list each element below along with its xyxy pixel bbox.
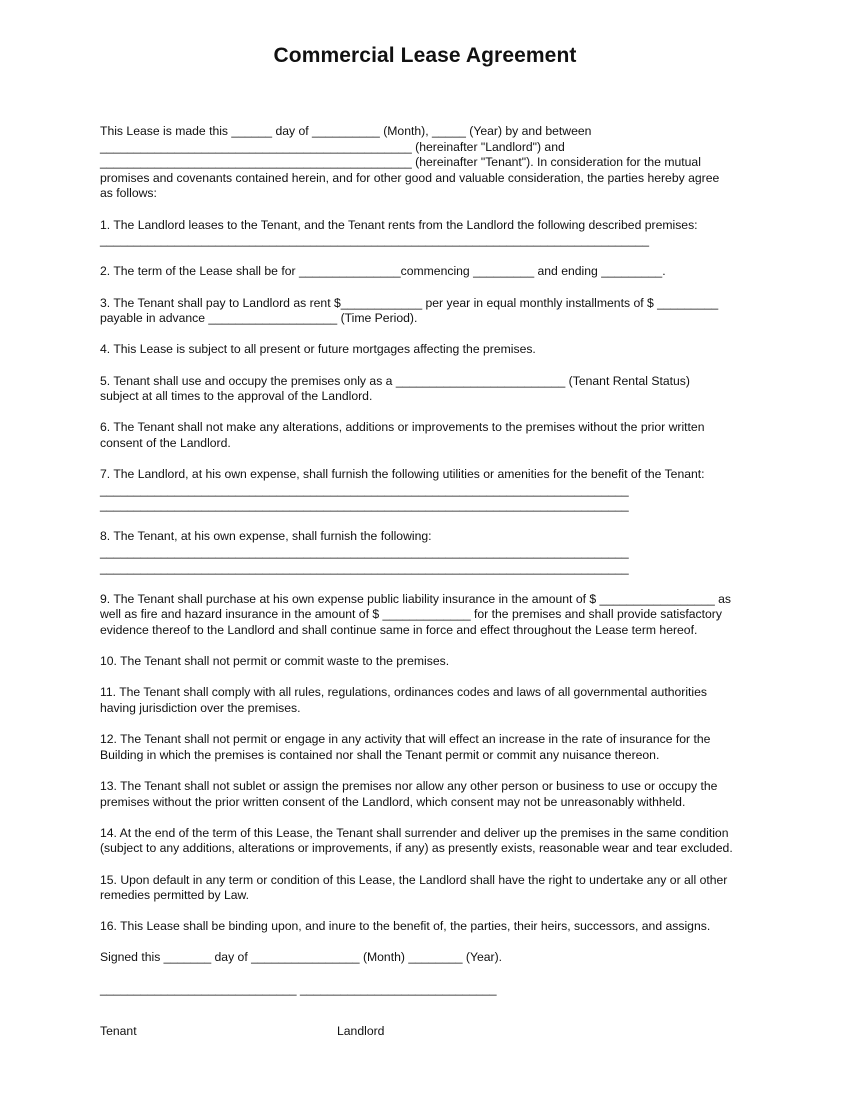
clause-line: remedies permitted by Law. (100, 888, 250, 903)
clause-10 (100, 654, 760, 670)
intro-line: as follows: (100, 186, 157, 201)
clause-blank-line: ______________________________________________________________________________ (100, 498, 629, 513)
clause-line: 9. The Tenant shall purchase at his own expense public liability insurance in the amount of $ _________________ as (100, 591, 732, 606)
clause-line: 1. The Landlord leases to the Tenant, and the Tenant rents from the Landlord the following described premises: (100, 217, 698, 232)
intro-line: This Lease is made this ______ day of __________ (Month), _____ (Year) by and between (100, 124, 592, 138)
signed-line-text: Signed this _______ day of ________________ (Month) ________ (Year). (100, 950, 503, 965)
clause-8 (100, 529, 760, 576)
clause-line: 11. The Tenant shall comply with all rules, regulations, ordinances codes and laws of all governmental authorities (100, 685, 708, 700)
clause-11 (100, 685, 760, 716)
signature-blank-lines: _____________________________ _____________________________ (100, 981, 497, 996)
clause-line: having jurisdiction over the premises. (100, 700, 301, 715)
clause-15 (100, 873, 760, 904)
clause-line: premises without the prior written consent of the Landlord, which consent may not be unreasonably withheld. (100, 794, 686, 809)
landlord-label: Landlord (337, 1024, 385, 1038)
tenant-label: Tenant (100, 1024, 137, 1038)
clause-blank-line: ______________________________________________________________________________ (100, 560, 629, 575)
document-body (100, 124, 760, 997)
clause-9 (100, 592, 760, 639)
clause-13 (100, 779, 760, 810)
clause-line: 13. The Tenant shall not sublet or assign the premises nor allow any other person or business to use or occupy the (100, 778, 718, 793)
clause-line: 6. The Tenant shall not make any alterations, additions or improvements to the premises without the prior written (100, 420, 705, 435)
clause-line: subject at all times to the approval of the Landlord. (100, 389, 373, 404)
clause-12 (100, 732, 760, 763)
clause-line: 5. Tenant shall use and occupy the premises only as a _________________________ (Tenant Rental Status) (100, 373, 690, 388)
clause-16 (100, 919, 760, 935)
intro-line: ______________________________________________ (hereinafter "Landlord") and (100, 139, 565, 154)
clause-1 (100, 218, 760, 249)
clause-2 (100, 264, 760, 280)
clause-line: 2. The term of the Lease shall be for _______________commencing _________ and ending _________. (100, 264, 666, 279)
clause-14 (100, 826, 760, 857)
clause-line: well as fire and hazard insurance in the amount of $ _____________ for the premises and shall provide satisfactory (100, 607, 722, 622)
clause-line: (subject to any additions, alterations or improvements, if any) as presently exists, reasonable wear and tear excluded. (100, 841, 733, 856)
document-title: Commercial Lease Agreement (273, 44, 577, 67)
clause-line: evidence thereof to the Landlord and shall continue same in force and effect throughout the Lease term hereof. (100, 623, 698, 637)
clause-line: 16. This Lease shall be binding upon, and inure to the benefit of, the parties, their heirs, successors, and assigns. (100, 919, 711, 934)
clause-line: consent of the Landlord. (100, 435, 231, 450)
clause-5 (100, 374, 760, 405)
clause-line: 10. The Tenant shall not permit or commit waste to the premises. (100, 654, 450, 669)
clause-7 (100, 467, 760, 514)
signed-date-line (100, 950, 760, 966)
clause-line: 3. The Tenant shall pay to Landlord as rent $____________ per year in equal monthly installments of $ _________ (100, 295, 719, 310)
clause-3 (100, 296, 760, 327)
intro-paragraph (100, 124, 760, 202)
clause-line: 4. This Lease is subject to all present or future mortgages affecting the premises. (100, 342, 536, 357)
clause-4 (100, 342, 760, 358)
clause-line: Building in which the premises is contained nor shall the Tenant permit or commit any nuisance thereon. (100, 747, 660, 762)
clause-line: payable in advance ___________________ (Time Period). (100, 311, 418, 326)
clause-line: 12. The Tenant shall not permit or engage in any activity that will effect an increase in the rate of insurance for the (100, 732, 711, 747)
intro-line: promises and covenants contained herein, and for other good and valuable consideration, the parties hereby agree (100, 170, 720, 185)
signature-lines (100, 982, 760, 998)
clause-6 (100, 420, 760, 451)
clause-line: 7. The Landlord, at his own expense, shall furnish the following utilities or amenities for the benefit of the Tenant: (100, 467, 705, 482)
intro-line: ______________________________________________ (hereinafter "Tenant"). In consideration for the mutual (100, 155, 701, 170)
clause-line: 8. The Tenant, at his own expense, shall furnish the following: (100, 529, 432, 544)
clause-blank-line: ______________________________________________________________________________ (100, 545, 629, 560)
clause-blank-line: ______________________________________________________________________________ (100, 482, 629, 497)
clause-line: 14. At the end of the term of this Lease, the Tenant shall surrender and deliver up the premises in the same condition (100, 825, 729, 840)
clause-blank-line: _________________________________________________________________________________ (100, 233, 650, 248)
clause-line: 15. Upon default in any term or condition of this Lease, the Landlord shall have the right to undertake any or all other (100, 872, 728, 887)
